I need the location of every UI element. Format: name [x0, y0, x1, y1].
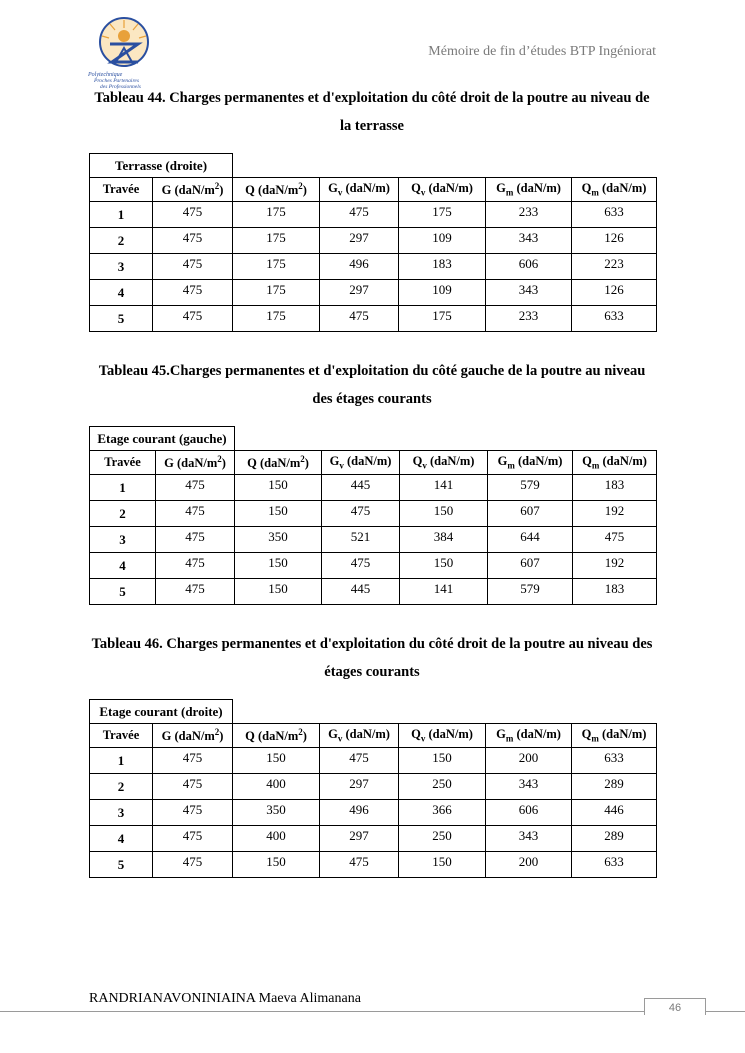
- span-number-cell: 2: [90, 228, 153, 254]
- header-title: Mémoire de fin d’études BTP Ingéniorat: [428, 44, 656, 59]
- header-unit: (daN/m): [513, 727, 561, 742]
- value-cell: 175: [399, 306, 486, 332]
- header-sub: m: [505, 187, 514, 198]
- header-close: ): [302, 183, 307, 198]
- table-45: [89, 426, 657, 605]
- header-base: Q: [245, 183, 255, 198]
- header-base: G: [329, 454, 340, 469]
- column-header: [153, 724, 233, 748]
- header-unit: (daN/m: [171, 183, 215, 198]
- value-cell: 350: [233, 800, 320, 826]
- value-cell: 192: [573, 501, 657, 527]
- caption-text: Charges permanentes et d'exploitation du côté droit de la poutre au niveau de la terrasse: [165, 90, 650, 134]
- header-base: Q: [581, 181, 592, 196]
- header-base: Q: [412, 454, 423, 469]
- column-header: [320, 178, 399, 202]
- value-cell: 141: [400, 579, 488, 605]
- value-cell: 475: [153, 202, 233, 228]
- value-cell: 250: [399, 826, 486, 852]
- logo-text-3: des Professionnels: [100, 84, 141, 90]
- span-number-cell: 4: [90, 553, 156, 579]
- value-cell: 633: [572, 852, 657, 878]
- column-header: [486, 178, 572, 202]
- value-cell: 521: [322, 527, 400, 553]
- value-cell: 150: [399, 748, 486, 774]
- column-header: [399, 724, 486, 748]
- column-header: [90, 724, 153, 748]
- table-row: [90, 527, 657, 553]
- value-cell: 475: [153, 306, 233, 332]
- header-sub: m: [505, 733, 514, 744]
- header-base: G: [496, 181, 506, 196]
- header-sup: 2: [214, 180, 220, 191]
- value-cell: 475: [153, 826, 233, 852]
- table-row: [90, 501, 657, 527]
- value-cell: 350: [235, 527, 322, 553]
- value-cell: 150: [235, 475, 322, 501]
- span-number-cell: 1: [90, 202, 153, 228]
- header-sup: 2: [298, 726, 303, 737]
- value-cell: 633: [572, 748, 657, 774]
- column-header: [153, 178, 233, 202]
- value-cell: 475: [156, 579, 235, 605]
- value-cell: 475: [153, 748, 233, 774]
- table-row: [90, 202, 657, 228]
- header-close: ): [219, 183, 224, 198]
- value-cell: 175: [233, 254, 320, 280]
- value-cell: 150: [235, 579, 322, 605]
- value-cell: 343: [486, 826, 572, 852]
- value-cell: 343: [486, 228, 572, 254]
- value-cell: 150: [235, 553, 322, 579]
- header-unit: (daN/m): [513, 181, 561, 196]
- value-cell: 223: [572, 254, 657, 280]
- header-sub: v: [339, 460, 344, 471]
- column-header: [90, 451, 156, 475]
- header-unit: (daN/m): [342, 181, 390, 196]
- header-base: Q: [411, 181, 421, 196]
- column-header: [572, 178, 657, 202]
- column-header: [573, 451, 657, 475]
- footer-author: RANDRIANAVONINIAINA Maeva Alimanana: [89, 991, 361, 1006]
- header-close: ): [304, 456, 309, 471]
- value-cell: 175: [399, 202, 486, 228]
- header-unit: (daN/m: [171, 729, 215, 744]
- table-row: [90, 475, 657, 501]
- value-cell: 126: [572, 228, 657, 254]
- column-header: [400, 451, 488, 475]
- table-title-spacer: [235, 427, 657, 451]
- header-base: Travée: [102, 728, 140, 742]
- value-cell: 150: [399, 852, 486, 878]
- value-cell: 183: [399, 254, 486, 280]
- value-cell: 446: [572, 800, 657, 826]
- table-row: [90, 774, 657, 800]
- header-base: G: [328, 727, 338, 742]
- span-number-cell: 1: [90, 475, 156, 501]
- header-close: ): [221, 456, 226, 471]
- value-cell: 183: [573, 579, 657, 605]
- value-cell: 644: [488, 527, 573, 553]
- column-header: [488, 451, 573, 475]
- header-close: ): [302, 729, 307, 744]
- value-cell: 475: [320, 748, 399, 774]
- value-cell: 384: [400, 527, 488, 553]
- value-cell: 475: [320, 202, 399, 228]
- header-sub: v: [420, 187, 426, 198]
- table-row: [90, 280, 657, 306]
- value-cell: 579: [488, 579, 573, 605]
- header-sub: m: [591, 187, 599, 198]
- header-sub: m: [591, 460, 600, 471]
- column-header: [572, 724, 657, 748]
- table-row: [90, 228, 657, 254]
- caption-table-46: [89, 630, 655, 686]
- value-cell: 297: [320, 826, 399, 852]
- column-header: [233, 724, 320, 748]
- table-row: [90, 826, 657, 852]
- header-sub: v: [337, 187, 343, 198]
- header-sup: 2: [217, 453, 222, 464]
- value-cell: 400: [233, 826, 320, 852]
- caption-table-45: [89, 357, 655, 413]
- header-base: G: [164, 456, 174, 471]
- value-cell: 475: [153, 280, 233, 306]
- table-title: Terrasse (droite): [90, 154, 233, 178]
- value-cell: 475: [322, 501, 400, 527]
- value-cell: 475: [320, 852, 399, 878]
- header-base: G: [497, 454, 508, 469]
- table-row: [90, 306, 657, 332]
- value-cell: 297: [320, 774, 399, 800]
- value-cell: 445: [322, 475, 400, 501]
- value-cell: 606: [486, 800, 572, 826]
- value-cell: 607: [488, 553, 573, 579]
- value-cell: 475: [156, 501, 235, 527]
- value-cell: 366: [399, 800, 486, 826]
- value-cell: 233: [486, 202, 572, 228]
- value-cell: 475: [320, 306, 399, 332]
- value-cell: 475: [153, 852, 233, 878]
- column-header: [320, 724, 399, 748]
- header-base: Travée: [104, 455, 141, 469]
- value-cell: 150: [233, 852, 320, 878]
- header-unit: (daN/m): [598, 181, 647, 196]
- value-cell: 150: [400, 553, 488, 579]
- value-cell: 289: [572, 774, 657, 800]
- footer-divider: [0, 1011, 745, 1012]
- value-cell: 175: [233, 306, 320, 332]
- header-unit: (daN/m): [343, 454, 392, 469]
- table-row: [90, 800, 657, 826]
- value-cell: 150: [400, 501, 488, 527]
- table-row: [90, 748, 657, 774]
- value-cell: 150: [233, 748, 320, 774]
- value-cell: 633: [572, 306, 657, 332]
- header-base: Q: [247, 456, 257, 471]
- caption-label: Tableau 44.: [94, 90, 166, 106]
- table-44: [89, 153, 657, 332]
- column-header: [233, 178, 320, 202]
- value-cell: 233: [486, 306, 572, 332]
- caption-label: Tableau 46.: [91, 636, 163, 652]
- value-cell: 633: [572, 202, 657, 228]
- table-row: [90, 254, 657, 280]
- value-cell: 475: [153, 800, 233, 826]
- header-base: G: [496, 727, 506, 742]
- table-row: [90, 579, 657, 605]
- value-cell: 343: [486, 774, 572, 800]
- table-row: [90, 852, 657, 878]
- value-cell: 192: [573, 553, 657, 579]
- span-number-cell: 3: [90, 800, 153, 826]
- column-header: [486, 724, 572, 748]
- value-cell: 175: [233, 280, 320, 306]
- header-base: Q: [411, 727, 421, 742]
- header-unit: (daN/m): [514, 454, 563, 469]
- span-number-cell: 4: [90, 826, 153, 852]
- header-base: Q: [582, 454, 592, 469]
- value-cell: 475: [153, 228, 233, 254]
- header-base: G: [328, 181, 338, 196]
- table-title-spacer: [233, 154, 657, 178]
- value-cell: 475: [156, 553, 235, 579]
- header-base: Q: [245, 729, 255, 744]
- value-cell: 250: [399, 774, 486, 800]
- header-base: Q: [581, 727, 592, 742]
- column-header: [90, 178, 153, 202]
- value-cell: 606: [486, 254, 572, 280]
- value-cell: 496: [320, 254, 399, 280]
- header-unit: (daN/m): [599, 454, 647, 469]
- header-unit: (daN/m): [425, 181, 473, 196]
- table-46: [89, 699, 657, 878]
- span-number-cell: 1: [90, 748, 153, 774]
- span-number-cell: 2: [90, 501, 156, 527]
- header-unit: (daN/m): [426, 454, 475, 469]
- value-cell: 445: [322, 579, 400, 605]
- column-header: [322, 451, 400, 475]
- header-unit: (daN/m): [598, 727, 647, 742]
- logo-text-1: Polytechnique: [88, 72, 123, 78]
- value-cell: 141: [400, 475, 488, 501]
- header-base: Travée: [102, 182, 140, 196]
- column-header: [399, 178, 486, 202]
- value-cell: 475: [153, 774, 233, 800]
- value-cell: 475: [156, 475, 235, 501]
- value-cell: 579: [488, 475, 573, 501]
- value-cell: 289: [572, 826, 657, 852]
- value-cell: 400: [233, 774, 320, 800]
- header-sub: v: [422, 460, 427, 471]
- value-cell: 200: [486, 748, 572, 774]
- school-logo: [88, 14, 160, 90]
- header-sup: 2: [214, 726, 220, 737]
- value-cell: 607: [488, 501, 573, 527]
- header-base: G: [161, 183, 172, 198]
- span-number-cell: 5: [90, 579, 156, 605]
- header-unit: (daN/m): [342, 727, 390, 742]
- header-unit: (daN/m): [425, 727, 473, 742]
- value-cell: 297: [320, 280, 399, 306]
- caption-text: Charges permanentes et d'exploitation du côté gauche de la poutre au niveau des étages courants: [169, 363, 646, 407]
- logo-text-2: Proches Partenaires: [94, 78, 139, 84]
- span-number-cell: 5: [90, 852, 153, 878]
- header-unit: (daN/m: [256, 456, 301, 471]
- value-cell: 475: [573, 527, 657, 553]
- value-cell: 175: [233, 228, 320, 254]
- header-unit: (daN/m: [173, 456, 218, 471]
- value-cell: 109: [399, 228, 486, 254]
- header-sub: m: [507, 460, 515, 471]
- column-header: [235, 451, 322, 475]
- value-cell: 183: [573, 475, 657, 501]
- span-number-cell: 3: [90, 527, 156, 553]
- value-cell: 200: [486, 852, 572, 878]
- value-cell: 475: [153, 254, 233, 280]
- span-number-cell: 3: [90, 254, 153, 280]
- value-cell: 150: [235, 501, 322, 527]
- header-unit: (daN/m: [254, 729, 299, 744]
- header-unit: (daN/m: [254, 183, 299, 198]
- column-header: [156, 451, 235, 475]
- span-number-cell: 5: [90, 306, 153, 332]
- caption-label: Tableau 45.: [98, 363, 170, 379]
- caption-table-44: [89, 84, 655, 140]
- value-cell: 297: [320, 228, 399, 254]
- header-base: G: [161, 729, 172, 744]
- header-sub: v: [420, 733, 426, 744]
- value-cell: 126: [572, 280, 657, 306]
- value-cell: 343: [486, 280, 572, 306]
- header-sup: 2: [300, 453, 305, 464]
- header-sub: m: [591, 733, 599, 744]
- value-cell: 175: [233, 202, 320, 228]
- table-title-spacer: [233, 700, 657, 724]
- value-cell: 475: [322, 553, 400, 579]
- page-number: 46: [644, 998, 706, 1015]
- caption-text: Charges permanentes et d'exploitation du côté droit de la poutre au niveau des étages courants: [162, 636, 653, 680]
- value-cell: 475: [156, 527, 235, 553]
- table-title: Etage courant (gauche): [90, 427, 235, 451]
- header-close: ): [219, 729, 224, 744]
- table-row: [90, 553, 657, 579]
- header-sub: v: [337, 733, 343, 744]
- table-title: Etage courant (droite): [90, 700, 233, 724]
- value-cell: 109: [399, 280, 486, 306]
- header-sup: 2: [298, 180, 303, 191]
- value-cell: 496: [320, 800, 399, 826]
- span-number-cell: 4: [90, 280, 153, 306]
- span-number-cell: 2: [90, 774, 153, 800]
